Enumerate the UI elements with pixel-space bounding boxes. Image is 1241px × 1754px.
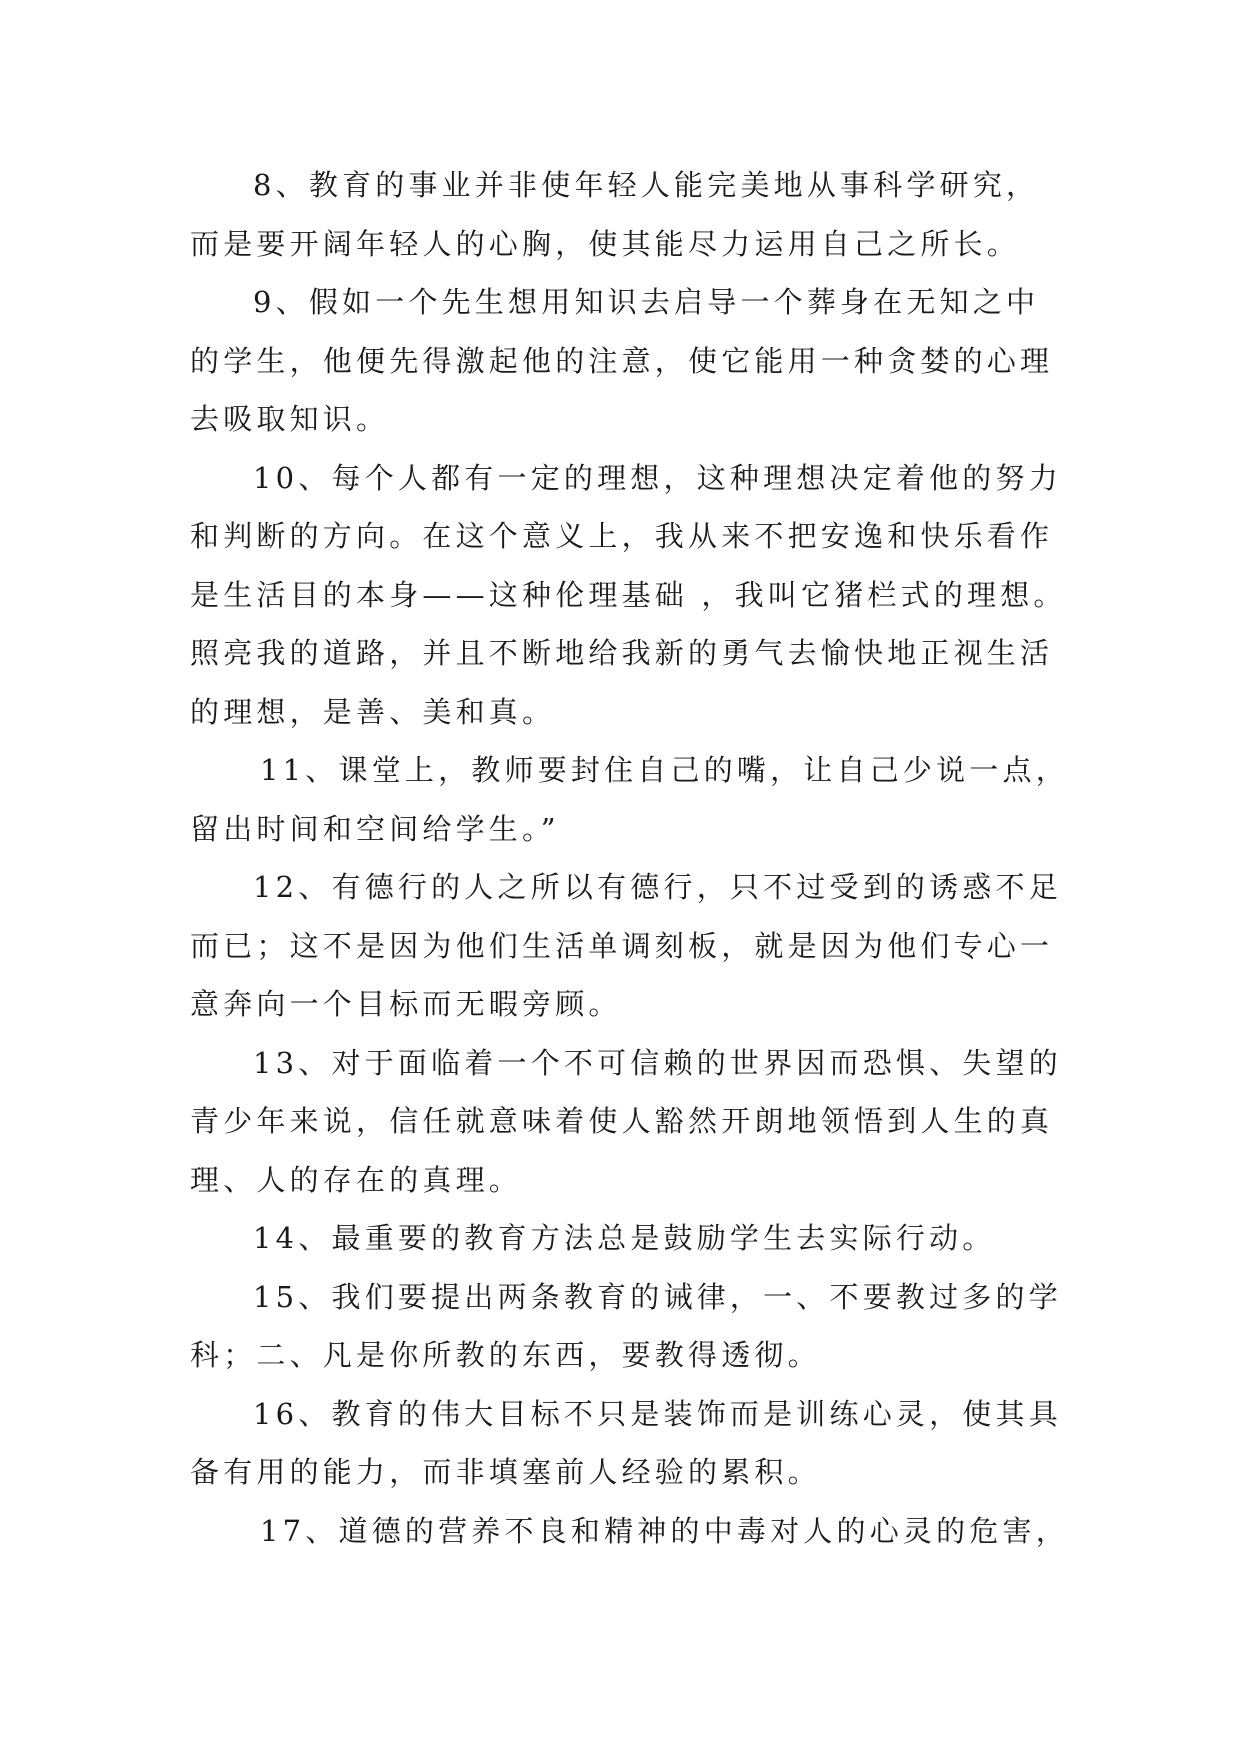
paragraph-15 — [190, 1268, 1070, 1385]
paragraph-line: 16、教育的伟大目标不只是装饰而是训练心灵，使其具 — [253, 1396, 1062, 1431]
paragraph-line: 12、有德行的人之所以有德行，只不过受到的诱惑不足 — [253, 870, 1062, 904]
paragraph-line: 9、假如一个先生想用知识去启导一个葬身在无知之中 — [253, 285, 1040, 319]
paragraph-line: 青少年来说，信任就意味着使人豁然开朗地领悟到人生的真 — [190, 1104, 1054, 1138]
paragraph-14 — [190, 1209, 1070, 1268]
paragraph-line: 而是要开阔年轻人的心胸，使其能尽力运用自己之所长。 — [190, 226, 1021, 261]
paragraph-line: 而已；这不是因为他们生活单调刻板，就是因为他们专心一 — [190, 928, 1054, 963]
paragraph-10 — [190, 449, 1070, 742]
paragraph-line: 17、道德的营养不良和精神的中毒对人的心灵的危害， — [260, 1513, 1069, 1548]
paragraph-line: 理、人的存在的真理。 — [190, 1162, 523, 1197]
paragraph-8 — [190, 156, 1070, 273]
paragraph-line: 13、对于面临着一个不可信赖的世界因而恐惧、失望的 — [253, 1045, 1062, 1080]
paragraph-line: 去吸取知识。 — [190, 402, 390, 436]
paragraph-line: 和判断的方向。在这个意义上，我从来不把安逸和快乐看作 — [190, 519, 1054, 553]
paragraph-line: 留出时间和空间给学生。” — [190, 811, 560, 846]
paragraph-line: 意奔向一个目标而无暇旁顾。 — [190, 987, 622, 1021]
paragraph-line: 科；二、凡是你所教的东西，要教得透彻。 — [190, 1338, 821, 1372]
paragraph-17 — [190, 1502, 1070, 1561]
paragraph-line: 备有用的能力，而非填塞前人经验的累积。 — [190, 1455, 821, 1489]
paragraph-12 — [190, 858, 1070, 1034]
paragraph-line: 14、最重要的教育方法总是鼓励学生去实际行动。 — [253, 1221, 996, 1255]
paragraph-13 — [190, 1034, 1070, 1210]
paragraph-line: 10、每个人都有一定的理想，这种理想决定着他的努力 — [253, 460, 1062, 495]
paragraph-line: 照亮我的道路，并且不断地给我新的勇气去愉快地正视生活 — [190, 636, 1054, 670]
paragraph-11 — [190, 741, 1070, 858]
paragraph-line: 的理想，是善、美和真。 — [190, 694, 556, 729]
paragraph-line: 8、教育的事业并非使年轻人能完美地从事科学研究， — [253, 168, 1040, 202]
paragraph-line: 的学生，他便先得激起他的注意，使它能用一种贪婪的心理 — [190, 343, 1054, 378]
paragraph-line: 是生活目的本身——这种伦理基础 ，我叫它猪栏式的理想。 — [190, 577, 1067, 612]
paragraph-9 — [190, 273, 1070, 449]
paragraph-16 — [190, 1385, 1070, 1502]
document-body — [190, 156, 1070, 1560]
paragraph-line: 11、课堂上，教师要封住自己的嘴，让自己少说一点， — [260, 753, 1069, 787]
paragraph-line: 15、我们要提出两条教育的诫律，一、不要教过多的学 — [253, 1279, 1062, 1314]
